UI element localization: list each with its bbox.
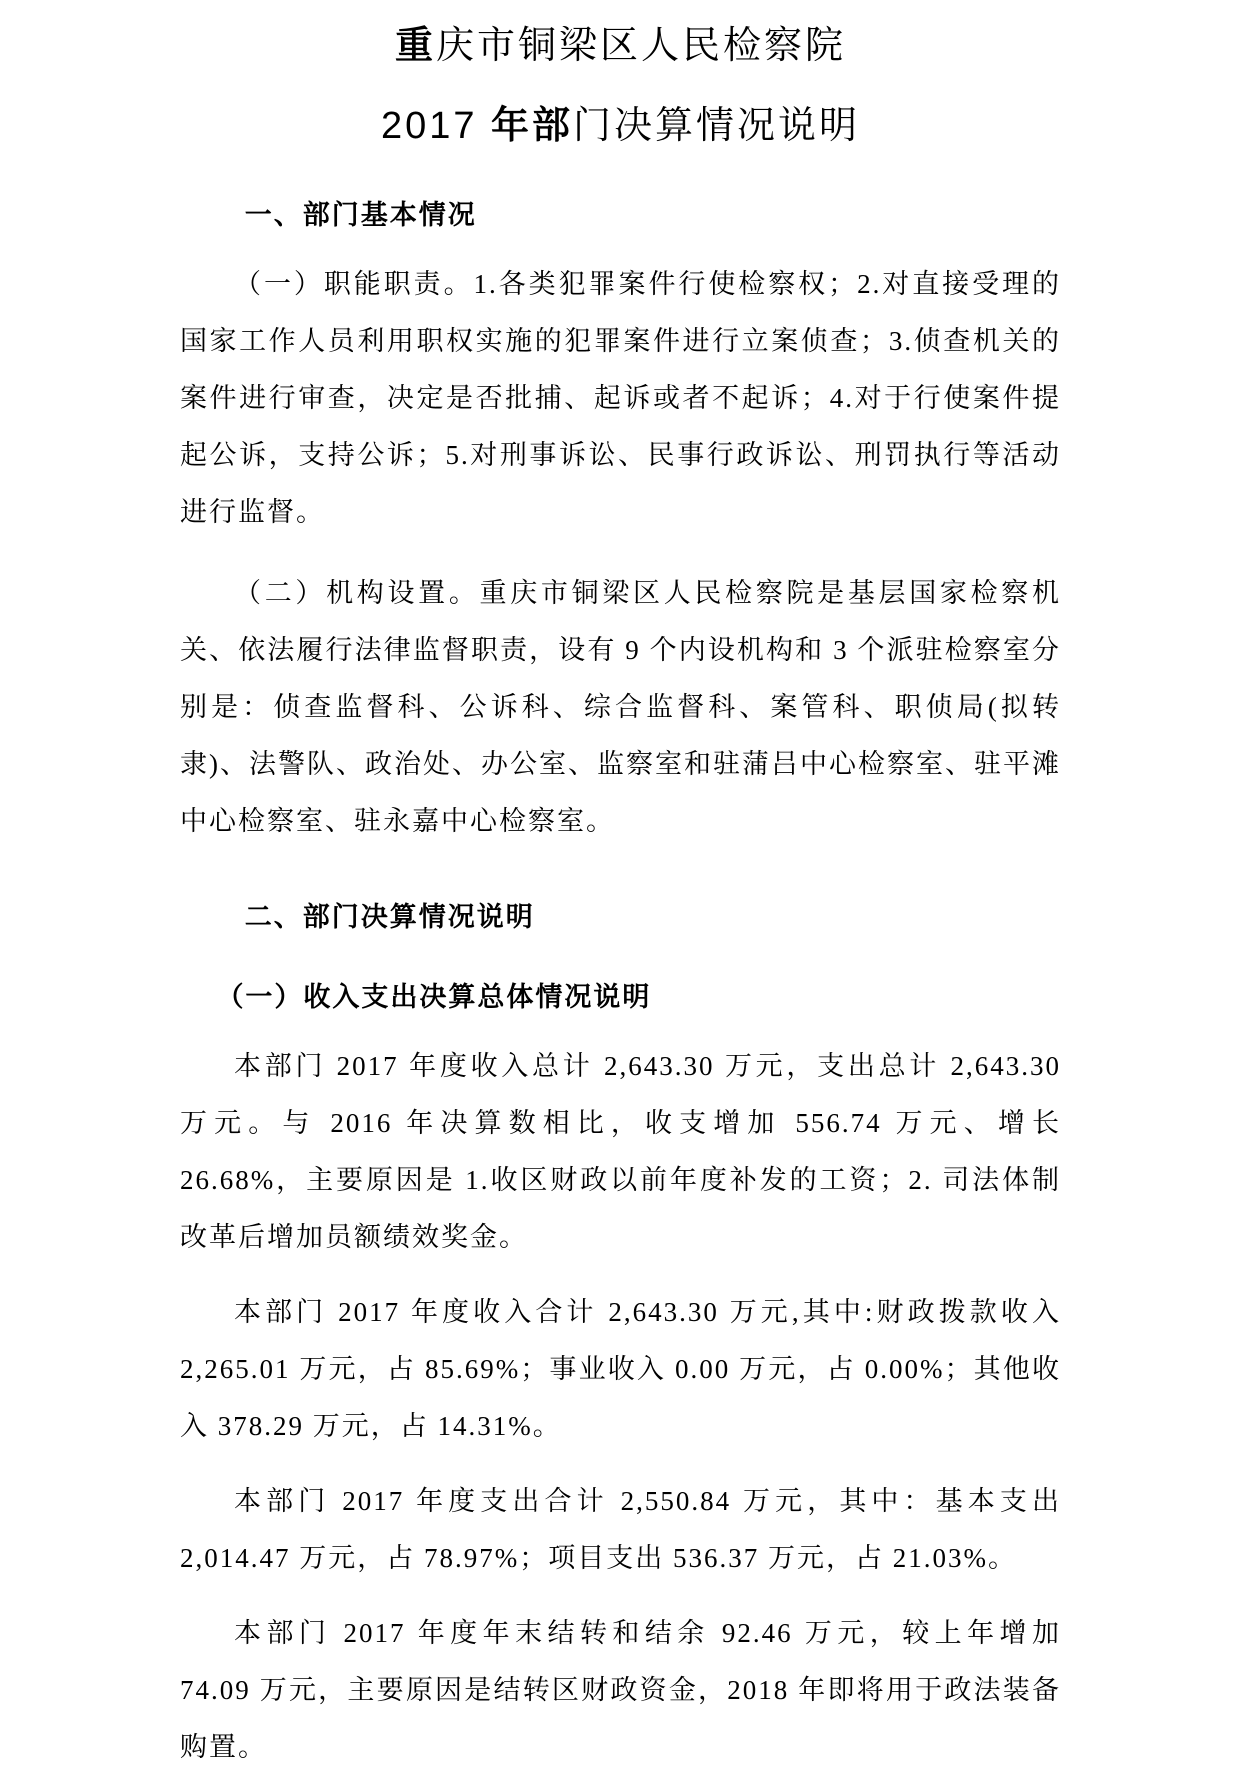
para-duties: （一）职能职责。1.各类犯罪案件行使检察权；2.对直接受理的国家工作人员利用职权实施的犯罪案件进行立案侦查；3.侦查机关的案件进行审查，决定是否批捕、起诉或者不起诉；4.对于行使案件提起公诉，支持公诉；5.对刑事诉讼、民事行政诉讼、刑罚执行等活动进行监督。	[180, 269, 1061, 527]
doc-title-line2	[180, 104, 1061, 148]
section-heading-final-accounts: 二、部门决算情况说明	[244, 902, 535, 932]
para-organization: （二）机构设置。重庆市铜梁区人民检察院是基层国家检察机关、依法履行法律监督职责，设有 9 个内设机构和 3 个派驻检察室分别是：侦查监督科、公诉科、综合监督科、案管科、职侦局(拟转隶)、法警队、政治处、办公室、监察室和驻蒲吕中心检察室、驻平滩中心检察室、驻永嘉中心检察室。	[180, 578, 1061, 836]
subsection-heading-revenue-expenditure-overview: （一）收入支出决算总体情况说明	[216, 982, 652, 1012]
doc-title-line2-pre-segment: 2017	[380, 105, 492, 147]
doc-title-line2-bold-segment: 年部	[491, 105, 574, 147]
doc-title-line1	[180, 24, 1061, 68]
para-overall: 本部门 2017 年度收入总计 2,643.30 万元，支出总计 2,643.30 万元。与 2016 年决算数相比，收支增加 556.74 万元、增长 26.68%，主要原因是 1.收区财政以前年度补发的工资；2. 司法体制改革后增加员额绩效奖金。	[180, 1051, 1061, 1252]
doc-title-line1-rest-segment: 庆市铜梁区人民检察院	[436, 25, 847, 67]
para-income: 本部门 2017 年度收入合计 2,643.30 万元,其中:财政拨款收入 2,265.01 万元，占 85.69%；事业收入 0.00 万元，占 0.00%；其他收入 378.29 万元，占 14.31%。	[180, 1297, 1061, 1441]
section-heading-basic-info: 一、部门基本情况	[244, 200, 477, 230]
doc-title-line2-rest-segment: 门决算情况说明	[573, 105, 861, 147]
doc-title-line1-bold-segment: 重	[394, 25, 436, 67]
para-carryover: 本部门 2017 年度年末结转和结余 92.46 万元，较上年增加 74.09 万元，主要原因是结转区财政资金，2018 年即将用于政法装备购置。	[180, 1618, 1061, 1762]
para-expenditure: 本部门 2017 年度支出合计 2,550.84 万元，其中：基本支出 2,014.47 万元，占 78.97%；项目支出 536.37 万元，占 21.03%。	[180, 1486, 1061, 1573]
